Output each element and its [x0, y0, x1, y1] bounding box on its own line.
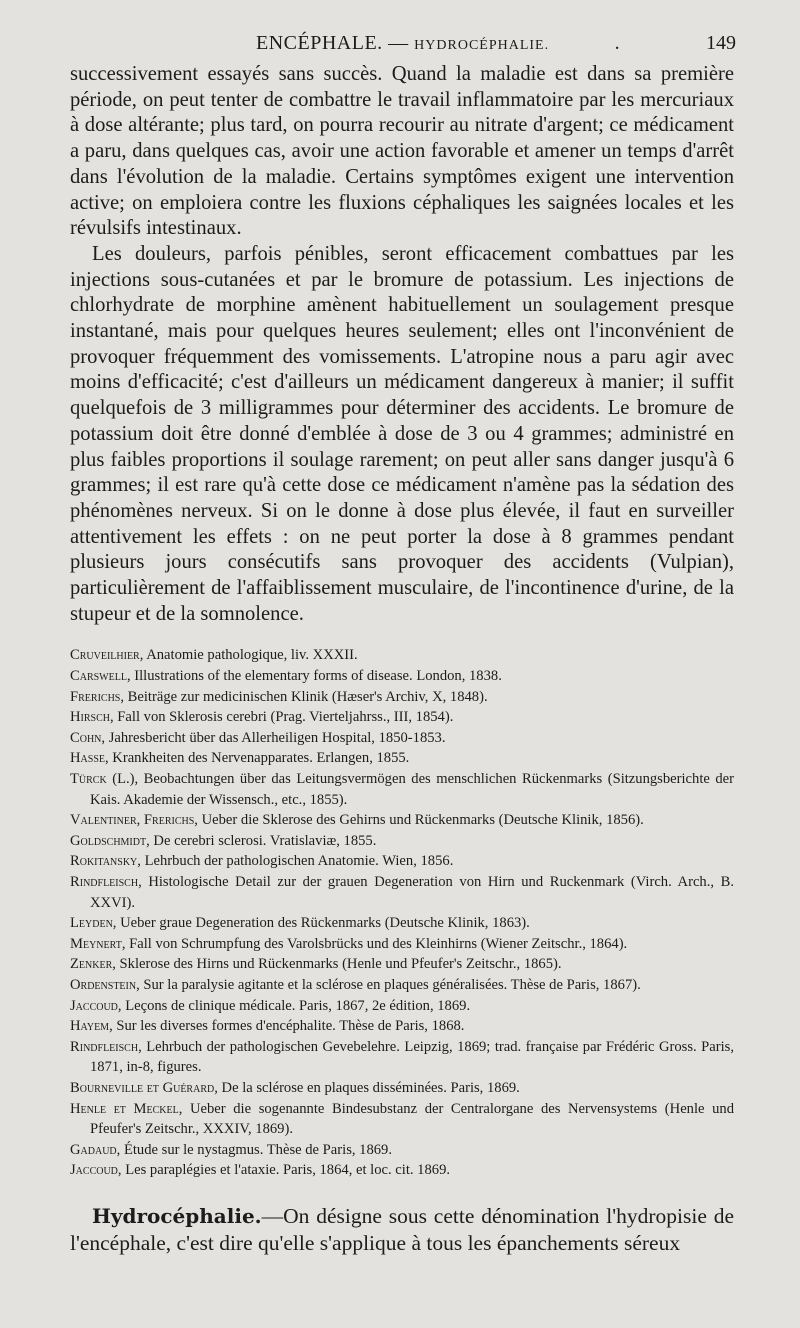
section-term: Hydrocéphalie. — [92, 1203, 262, 1228]
reference-author: Leyden — [70, 915, 113, 932]
reference-item — [70, 748, 734, 769]
reference-text: , Étude sur le nystagmus. Thèse de Paris, 1869. — [116, 1141, 393, 1158]
reference-text: , Ueber die sogenannte Bindesubstanz der Centralorgane des Nervensystems (Henle und Pfeufer's Zeitschr., XXXIV, 1869). — [90, 1100, 734, 1138]
reference-item — [70, 851, 734, 872]
reference-text: , Histologische Detail zur der grauen Degeneration von Hirn und Ruckenmark (Virch. Arch., B. XXVI). — [90, 874, 734, 911]
reference-item — [70, 769, 734, 810]
reference-item — [70, 913, 734, 934]
reference-author: Frerichs — [70, 688, 121, 705]
reference-text: , Sur les diverses formes d'encéphalite. Thèse de Paris, 1868. — [109, 1018, 465, 1035]
section-definition: —On désigne sous cette dénomination l'hydropisie de l'encéphale, c'est dire qu'elle s'applique à tous les épanchements séreux — [70, 1203, 734, 1255]
reference-author: Valentiner, Frerichs — [70, 812, 195, 829]
reference-text: , Krankheiten des Nervenapparates. Erlangen, 1855. — [105, 750, 410, 767]
reference-item — [70, 975, 734, 996]
reference-author: Türck — [70, 771, 107, 788]
reference-item — [70, 996, 734, 1017]
reference-author: Jaccoud — [70, 1162, 118, 1179]
reference-author: Henle et Meckel — [70, 1100, 179, 1117]
reference-item — [70, 687, 734, 708]
header-dot: . — [614, 32, 621, 54]
reference-item — [70, 1078, 734, 1099]
reference-text: , Fall von Sklerosis cerebri (Prag. Vierteljahrss., III, 1854). — [110, 709, 454, 726]
reference-item — [70, 666, 734, 687]
reference-author: Cruveilhier — [70, 647, 140, 664]
reference-author: Carswell — [70, 668, 127, 685]
paragraph-2: Les douleurs, parfois pénibles, seront efficacement combattues par les injections sous-cutanées et par le bromure de potassium. Les injections de chlorhydrate de morphine amènent habituellement un soulagement presque instantané, mais pour quelques heures seulement; elles ont l'inconvénient de provoquer fréquemment des vomissements. L'atropine nous a paru agir avec moins d'efficacité; c'est d'ailleurs un médicament dangereux à manier; il suffit quelquefois de 3 milligrammes pour déterminer des accidents. Le bromure de potassium doit être donné d'emblée à dose de 3 ou 4 grammes; administré en plus faibles proportions il soulage rarement; on peut aller sans danger jusqu'à 6 grammes; il est rare qu'à cette dose ce médicament n'amène pas la sédation des phénomènes nerveux. Si on le donne à dose plus élevée, il faut en surveiller attentivement les effets : on ne peut porter la dose à 8 grammes pendant plusieurs jours consécutifs sans provoquer des accidents (Vulpian), particulièrement de l'affaiblissement musculaire, de l'incontinence d'urine, de la stupeur et de la somnolence. — [70, 242, 734, 625]
reference-author: Rindfleisch — [70, 1038, 139, 1055]
reference-text: , Ueber die Sklerose des Gehirns und Rückenmarks (Deutsche Klinik, 1856). — [194, 812, 644, 829]
running-header — [70, 28, 734, 62]
reference-author: Goldschmidt — [70, 832, 147, 849]
reference-text: , Jahresbericht über das Allerheiligen Hospital, 1850-1853. — [101, 729, 446, 746]
reference-author: Hayem — [70, 1018, 110, 1035]
bibliography — [70, 645, 734, 1180]
reference-author: Ordenstein — [70, 976, 137, 993]
final-section — [70, 1203, 734, 1257]
reference-item — [70, 645, 734, 666]
reference-text: , Anatomie pathologique, liv. XXXII. — [139, 647, 358, 664]
reference-item — [70, 1037, 734, 1078]
reference-author: Zenker — [70, 956, 113, 973]
reference-item — [70, 934, 734, 955]
reference-item — [70, 1016, 734, 1037]
header-dash: — — [382, 32, 415, 54]
reference-item — [70, 707, 734, 728]
reference-item — [70, 831, 734, 852]
reference-text: (L.), Beobachtungen über das Leitungsvermögen des menschlichen Rückenmarks (Sitzungsberichte der Kais. Akademie der Wissensch., etc., 1855). — [90, 771, 734, 808]
reference-item — [70, 954, 734, 975]
reference-item — [70, 728, 734, 749]
reference-author: Jaccoud — [70, 997, 118, 1014]
reference-text: , Leçons de clinique médicale. Paris, 1867, 2e édition, 1869. — [117, 997, 471, 1014]
header-main-title: ENCÉPHALE. — [256, 32, 383, 54]
page-number: 149 — [706, 32, 736, 54]
header-subtitle: HYDROCÉPHALIE. — [414, 38, 550, 53]
reference-text: , Ueber graue Degeneration des Rückenmarks (Deutsche Klinik, 1863). — [112, 915, 530, 932]
reference-author: Bourneville et Guérard — [70, 1079, 215, 1096]
reference-text: , Lehrbuch der pathologischen Anatomie. Wien, 1856. — [137, 853, 454, 870]
reference-author: Meynert — [70, 935, 122, 952]
reference-author: Hirsch — [70, 709, 110, 726]
reference-item — [70, 1140, 734, 1161]
reference-text: , Lehrbuch der pathologischen Gevebelehre. Leipzig, 1869; trad. française par Frédéric Gross. Paris, 1871, in-8, figures. — [90, 1038, 734, 1076]
reference-text: , Les paraplégies et l'ataxie. Paris, 1864, et loc. cit. 1869. — [117, 1162, 451, 1179]
reference-item — [70, 1160, 734, 1181]
reference-text: , Beiträge zur medicinischen Klinik (Hæser's Archiv, X, 1848). — [120, 688, 488, 705]
reference-text: , Sur la paralysie agitante et la sclérose en plaques généralisées. Thèse de Paris, 1867). — [136, 976, 641, 993]
reference-item — [70, 872, 734, 913]
reference-text: , De la sclérose en plaques disséminées. Paris, 1869. — [214, 1079, 520, 1096]
body-text — [70, 62, 734, 627]
reference-item — [70, 810, 734, 831]
reference-text: , Fall von Schrumpfung des Varolsbrücks und des Kleinhirns (Wiener Zeitschr., 1864). — [121, 935, 628, 952]
reference-author: Rokitansky — [70, 853, 138, 870]
header-title — [256, 32, 620, 55]
final-paragraph — [70, 1203, 734, 1257]
reference-author: Hasse — [70, 750, 105, 767]
reference-text: , De cerebri sclerosi. Vratislaviæ, 1855. — [146, 832, 377, 849]
paragraph-1: successivement essayés sans succès. Quand la maladie est dans sa première période, on peut tenter de combattre le travail inflammatoire par les mercuriaux à dose altérante; plus tard, on pourra recourir au nitrate d'argent; ce médicament a paru, dans quelques cas, avoir une action favorable et amener un temps d'arrêt dans l'évolution de la maladie. Certains symptômes exigent une intervention active; on emploiera contre les fluxions céphaliques les saignées locales et les révulsifs intestinaux. — [70, 63, 734, 240]
reference-author: Gadaud — [70, 1141, 117, 1158]
reference-text: , Illustrations of the elementary forms of disease. London, 1838. — [126, 668, 502, 685]
reference-author: Cohn — [70, 729, 102, 746]
reference-item — [70, 1099, 734, 1140]
reference-author: Rindfleisch — [70, 874, 139, 890]
reference-text: , Sklerose des Hirns und Rückenmarks (Henle und Pfeufer's Zeitschr., 1865). — [112, 956, 562, 973]
